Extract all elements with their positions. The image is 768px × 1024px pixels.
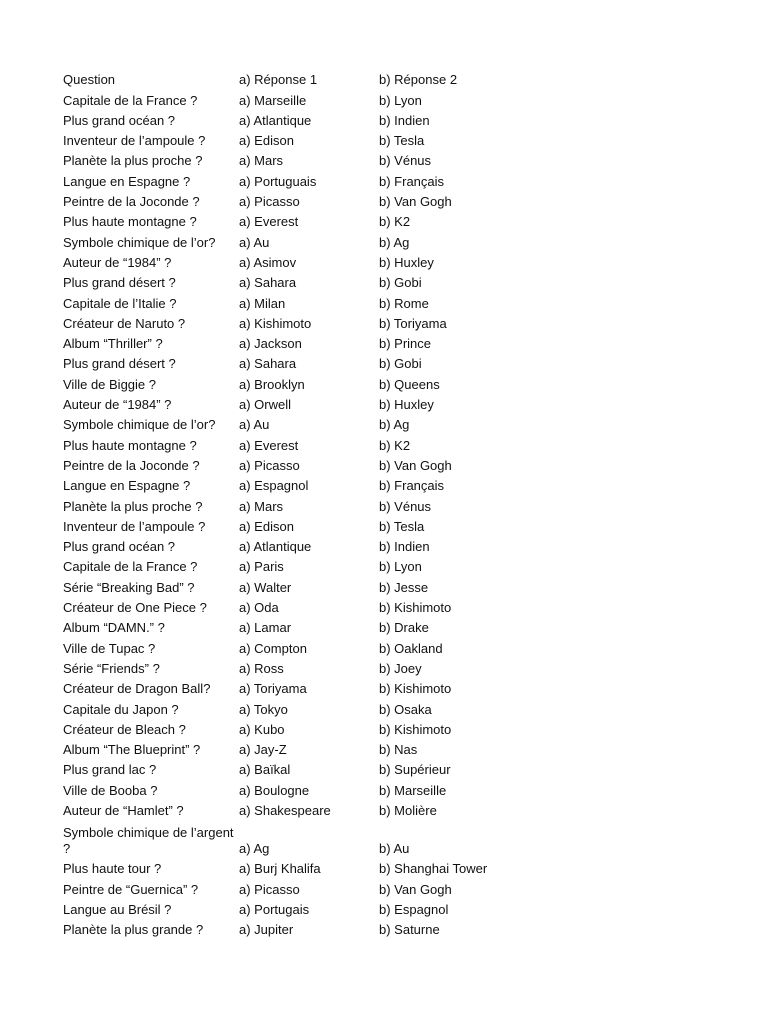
question-cell: Peintre de la Joconde ? (63, 457, 200, 473)
answer-b-cell: b) Shanghai Tower (379, 861, 488, 877)
answer-b-cell: b) Vénus (379, 498, 432, 514)
question-cell: Planète la plus proche ? (63, 153, 203, 169)
quiz-table-header (63, 70, 559, 90)
question-cell: Capitale du Japon ? (63, 701, 179, 717)
answer-a-cell: a) Picasso (239, 881, 300, 897)
answer-a-cell: a) Mars (239, 498, 284, 514)
question-cell: Créateur de Dragon Ball? (63, 681, 211, 697)
answer-b-cell: b) Kishimoto (379, 600, 452, 616)
table-row (63, 720, 559, 740)
question-cell: Plus grand océan ? (63, 112, 176, 128)
answer-a-cell: a) Lamar (239, 620, 292, 636)
table-row (63, 598, 559, 618)
answer-b-cell: b) Marseille (379, 782, 447, 798)
answer-b-cell: b) Supérieur (379, 762, 451, 778)
answer-b-cell: b) Prince (379, 336, 432, 352)
header-answer-b: b) Réponse 2 (379, 72, 458, 88)
answer-b-cell: b) Lyon (379, 559, 422, 575)
answer-b-cell: b) Vénus (379, 153, 432, 169)
answer-a-cell: a) Paris (239, 559, 284, 575)
question-cell: Inventeur de l’ampoule ? (63, 133, 206, 149)
question-cell: Créateur de Naruto ? (63, 315, 186, 331)
table-row (63, 374, 559, 394)
answer-b-cell: b) Osaka (379, 701, 432, 717)
answer-b-cell: b) Joey (379, 660, 422, 676)
question-cell: Plus grand désert ? (63, 356, 176, 372)
answer-a-cell: a) Jupiter (239, 922, 294, 938)
answer-b-cell: b) Au (379, 840, 410, 856)
answer-a-cell: a) Espagnol (239, 478, 309, 494)
question-cell: Symbole chimique de l’or? (63, 234, 216, 250)
answer-b-cell: b) Toriyama (379, 315, 447, 331)
answer-b-cell: b) Saturne (379, 922, 440, 938)
question-cell: Plus grand désert ? (63, 275, 176, 291)
table-row (63, 699, 559, 719)
answer-a-cell: a) Au (239, 234, 270, 250)
question-cell: Album “Thriller” ? (63, 336, 163, 352)
table-row (63, 192, 559, 212)
question-cell: Plus haute montagne ? (63, 437, 197, 453)
table-row (63, 679, 559, 699)
answer-b-cell: b) Kishimoto (379, 721, 452, 737)
answer-a-cell: a) Brooklyn (239, 376, 305, 392)
table-row (63, 760, 559, 780)
table-row (63, 314, 559, 334)
answer-b-cell: b) Huxley (379, 397, 434, 413)
table-row (63, 476, 559, 496)
question-cell: Ville de Tupac ? (63, 640, 156, 656)
header-answer-a: a) Réponse 1 (239, 72, 318, 88)
question-cell: Capitale de la France ? (63, 559, 198, 575)
answer-a-cell: a) Tokyo (239, 701, 288, 717)
table-row (63, 577, 559, 597)
question-cell: Série “Friends” ? (63, 660, 160, 676)
table-row (63, 821, 559, 859)
answer-b-cell: b) Oakland (379, 640, 443, 656)
answer-a-cell: a) Marseille (239, 92, 307, 108)
question-cell: Ville de Booba ? (63, 782, 158, 798)
answer-a-cell: a) Oda (239, 600, 279, 616)
question-cell: Plus haute tour ? (63, 861, 162, 877)
question-cell: Album “DAMN.” ? (63, 620, 165, 636)
question-cell: Ville de Biggie ? (63, 376, 156, 392)
answer-a-cell: a) Sahara (239, 356, 297, 372)
answer-a-cell: a) Jay-Z (239, 742, 287, 758)
question-cell: Langue au Brésil ? (63, 901, 172, 917)
table-row (63, 740, 559, 760)
header-row (63, 70, 559, 90)
question-cell: Auteur de “1984” ? (63, 397, 172, 413)
answer-b-cell: b) Kishimoto (379, 681, 452, 697)
answer-b-cell: b) Nas (379, 742, 418, 758)
answer-b-cell: b) Drake (379, 620, 429, 636)
answer-b-cell: b) K2 (379, 214, 411, 230)
table-row (63, 879, 559, 899)
question-cell: Planète la plus grande ? (63, 922, 204, 938)
answer-a-cell: a) Kishimoto (239, 315, 312, 331)
table-row (63, 900, 559, 920)
question-cell: Album “The Blueprint” ? (63, 742, 201, 758)
table-row (63, 212, 559, 232)
answer-a-cell: a) Atlantique (239, 539, 312, 555)
answer-a-cell: a) Kubo (239, 721, 285, 737)
question-cell: Symbole chimique de l’or? (63, 417, 216, 433)
answer-a-cell: a) Burj Khalifa (239, 861, 321, 877)
table-row (63, 273, 559, 293)
answer-a-cell: a) Sahara (239, 275, 297, 291)
table-row (63, 659, 559, 679)
table-row (63, 638, 559, 658)
answer-b-cell: b) Lyon (379, 92, 422, 108)
answer-b-cell: b) Espagnol (379, 901, 449, 917)
question-cell: Peintre de la Joconde ? (63, 194, 200, 210)
table-row (63, 171, 559, 191)
table-row (63, 415, 559, 435)
table-row (63, 801, 559, 821)
answer-b-cell: b) Van Gogh (379, 457, 452, 473)
answer-b-cell: b) Indien (379, 112, 430, 128)
answer-a-cell: a) Boulogne (239, 782, 310, 798)
answer-a-cell: a) Mars (239, 153, 284, 169)
question-cell: Auteur de “1984” ? (63, 254, 172, 270)
table-row (63, 456, 559, 476)
answer-b-cell: b) Rome (379, 295, 429, 311)
answer-a-cell: a) Portuguais (239, 173, 317, 189)
question-cell: Créateur de One Piece ? (63, 600, 207, 616)
answer-a-cell: a) Orwell (239, 397, 292, 413)
table-row (63, 537, 559, 557)
answer-b-cell: b) Molière (379, 802, 437, 818)
answer-b-cell: b) Gobi (379, 356, 422, 372)
question-cell: Langue en Espagne ? (63, 173, 191, 189)
table-row (63, 517, 559, 537)
table-row (63, 435, 559, 455)
quiz-table (63, 70, 559, 940)
answer-a-cell: a) Baïkal (239, 762, 291, 778)
table-row (63, 780, 559, 800)
quiz-table-body (63, 90, 559, 940)
question-cell: Plus grand océan ? (63, 539, 176, 555)
table-row (63, 395, 559, 415)
table-row (63, 354, 559, 374)
answer-a-cell: a) Shakespeare (239, 802, 331, 818)
table-row (63, 151, 559, 171)
answer-a-cell: a) Toriyama (239, 681, 307, 697)
answer-b-cell: b) Van Gogh (379, 194, 452, 210)
question-cell: Créateur de Bleach ? (63, 721, 186, 737)
question-cell: Série “Breaking Bad” ? (63, 579, 195, 595)
table-row (63, 496, 559, 516)
answer-b-cell: b) Queens (379, 376, 440, 392)
question-cell: Capitale de la France ? (63, 92, 198, 108)
header-question: Question (63, 72, 116, 88)
answer-a-cell: a) Ross (239, 660, 284, 676)
answer-b-cell: b) Tesla (379, 133, 425, 149)
table-row (63, 334, 559, 354)
answer-a-cell: a) Au (239, 417, 270, 433)
answer-a-cell: a) Edison (239, 518, 294, 534)
answer-a-cell: a) Jackson (239, 336, 302, 352)
table-row (63, 232, 559, 252)
answer-a-cell: a) Ag (239, 840, 270, 856)
table-row (63, 859, 559, 879)
answer-b-cell: b) Français (379, 478, 445, 494)
table-row (63, 293, 559, 313)
answer-a-cell: a) Picasso (239, 194, 300, 210)
table-row (63, 111, 559, 131)
question-cell: Planète la plus proche ? (63, 498, 203, 514)
answer-b-cell: b) Huxley (379, 254, 434, 270)
answer-a-cell: a) Compton (239, 640, 307, 656)
answer-a-cell: a) Atlantique (239, 112, 312, 128)
question-cell: Plus haute montagne ? (63, 214, 197, 230)
question-cell: Peintre de “Guernica” ? (63, 881, 199, 897)
answer-a-cell: a) Portugais (239, 901, 310, 917)
question-cell: Symbole chimique de l’argent ? (63, 824, 234, 856)
answer-a-cell: a) Walter (239, 579, 292, 595)
table-row (63, 618, 559, 638)
answer-a-cell: a) Everest (239, 437, 299, 453)
question-cell: Langue en Espagne ? (63, 478, 191, 494)
answer-a-cell: a) Asimov (239, 254, 297, 270)
answer-b-cell: b) Indien (379, 539, 430, 555)
table-row (63, 90, 559, 110)
question-cell: Plus grand lac ? (63, 762, 157, 778)
question-cell: Capitale de l’Italie ? (63, 295, 177, 311)
answer-b-cell: b) Jesse (379, 579, 429, 595)
answer-b-cell: b) Ag (379, 234, 410, 250)
answer-b-cell: b) Van Gogh (379, 881, 452, 897)
answer-a-cell: a) Picasso (239, 457, 300, 473)
answer-b-cell: b) Ag (379, 417, 410, 433)
table-row (63, 557, 559, 577)
answer-b-cell: b) Français (379, 173, 445, 189)
answer-b-cell: b) K2 (379, 437, 411, 453)
table-row (63, 920, 559, 940)
answer-b-cell: b) Tesla (379, 518, 425, 534)
answer-a-cell: a) Milan (239, 295, 286, 311)
answer-b-cell: b) Gobi (379, 275, 422, 291)
table-row (63, 131, 559, 151)
answer-a-cell: a) Edison (239, 133, 294, 149)
question-cell: Auteur de “Hamlet” ? (63, 802, 184, 818)
answer-a-cell: a) Everest (239, 214, 299, 230)
table-row (63, 253, 559, 273)
question-cell: Inventeur de l’ampoule ? (63, 518, 206, 534)
